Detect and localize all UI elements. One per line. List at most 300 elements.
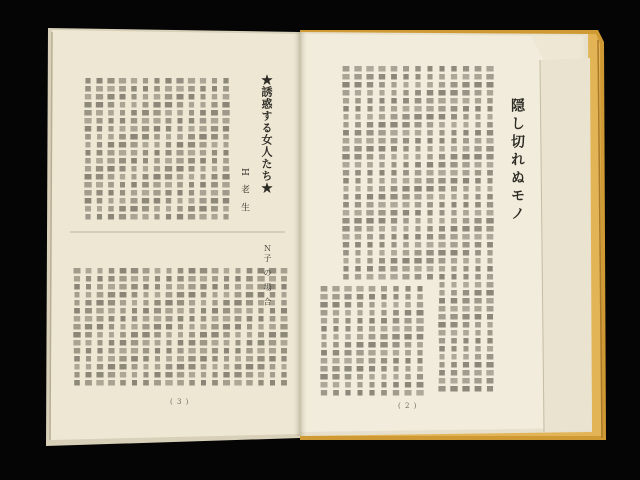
text-glyph [462, 298, 469, 304]
text-glyph [120, 126, 126, 132]
text-glyph [367, 170, 372, 176]
text-glyph [369, 382, 374, 388]
text-glyph [402, 258, 409, 264]
text-glyph [166, 316, 173, 322]
text-glyph [86, 356, 91, 362]
text-glyph [200, 348, 207, 354]
text-glyph [222, 110, 229, 116]
text-glyph [85, 94, 91, 100]
text-glyph [343, 98, 349, 104]
gutter-shadow [292, 32, 308, 436]
text-glyph [86, 340, 92, 346]
text-glyph [235, 316, 242, 322]
text-glyph [391, 170, 396, 176]
text-glyph [119, 134, 126, 140]
text-glyph [439, 298, 445, 304]
text-glyph [154, 150, 159, 156]
text-glyph [417, 366, 422, 372]
inserted-sheet [540, 58, 592, 432]
text-glyph [155, 340, 161, 346]
text-glyph [393, 374, 398, 380]
text-glyph [391, 74, 397, 80]
text-glyph [451, 178, 458, 184]
text-glyph [200, 86, 205, 92]
text-glyph [97, 284, 103, 290]
text-glyph [342, 234, 349, 240]
text-glyph [451, 226, 458, 232]
text-glyph [97, 364, 103, 370]
text-glyph [369, 286, 376, 292]
text-glyph [415, 66, 420, 72]
text-glyph [486, 66, 493, 72]
text-glyph [108, 134, 114, 140]
text-glyph [120, 102, 125, 108]
text-glyph [474, 306, 481, 312]
text-glyph [154, 94, 161, 100]
text-glyph [487, 106, 492, 112]
text-glyph [403, 226, 408, 232]
text-glyph [345, 390, 350, 396]
text-glyph [417, 302, 423, 308]
text-glyph [427, 226, 432, 232]
text-glyph [97, 332, 103, 338]
text-glyph [463, 290, 469, 296]
text-glyph [224, 340, 230, 346]
text-glyph [369, 326, 375, 332]
text-glyph [403, 66, 409, 72]
text-glyph [355, 186, 360, 192]
text-glyph [142, 142, 148, 148]
text-glyph [403, 138, 409, 144]
text-glyph [188, 126, 194, 132]
text-glyph [130, 142, 137, 148]
left-author: H 老 生 [239, 168, 249, 215]
text-glyph [427, 234, 433, 240]
text-glyph [405, 302, 411, 308]
text-glyph [355, 242, 361, 248]
text-glyph [143, 94, 148, 100]
text-glyph [85, 198, 92, 204]
text-glyph [405, 294, 410, 300]
text-glyph [177, 142, 183, 148]
text-glyph [463, 66, 469, 72]
text-glyph [439, 186, 446, 192]
text-glyph [223, 134, 229, 140]
text-glyph [427, 154, 433, 160]
text-glyph [343, 202, 349, 208]
text-glyph [143, 284, 148, 290]
text-glyph [281, 268, 288, 274]
text-glyph [463, 202, 468, 208]
text-glyph [392, 326, 399, 332]
text-glyph [404, 318, 411, 324]
text-glyph [108, 214, 114, 220]
text-glyph [343, 114, 348, 120]
text-glyph [367, 266, 373, 272]
text-glyph [154, 214, 159, 220]
text-glyph [403, 234, 408, 240]
text-glyph [403, 74, 408, 80]
text-glyph [74, 276, 80, 282]
text-glyph [281, 316, 288, 322]
text-glyph [381, 366, 386, 372]
text-glyph [142, 102, 148, 108]
text-glyph [223, 94, 230, 100]
text-glyph [270, 316, 276, 322]
text-glyph [96, 308, 103, 314]
text-glyph [246, 364, 253, 370]
text-glyph [281, 340, 288, 346]
text-glyph [391, 178, 397, 184]
text-glyph [357, 318, 362, 324]
text-glyph [155, 292, 161, 298]
text-glyph [451, 194, 456, 200]
text-glyph [96, 102, 103, 108]
text-glyph [270, 364, 276, 370]
text-glyph [86, 276, 91, 282]
text-glyph [427, 74, 432, 80]
text-glyph [223, 78, 228, 84]
text-glyph [281, 380, 287, 386]
text-glyph [381, 302, 386, 308]
text-glyph [393, 366, 398, 372]
text-glyph [391, 66, 398, 72]
text-glyph [108, 292, 115, 298]
text-glyph [246, 356, 253, 362]
text-glyph [142, 324, 149, 330]
text-glyph [356, 286, 363, 292]
text-glyph [427, 202, 433, 208]
text-glyph [486, 226, 493, 232]
text-glyph [120, 316, 125, 322]
text-glyph [321, 350, 327, 356]
text-glyph [463, 186, 468, 192]
text-glyph [391, 154, 396, 160]
text-glyph [379, 114, 385, 120]
text-glyph [235, 292, 242, 298]
text-glyph [390, 122, 397, 128]
text-glyph [379, 186, 385, 192]
text-glyph [343, 266, 348, 272]
text-glyph [381, 294, 386, 300]
text-glyph [120, 94, 126, 100]
text-glyph [246, 292, 253, 298]
text-glyph [132, 292, 138, 298]
text-glyph [439, 130, 444, 136]
text-glyph [475, 338, 480, 344]
text-glyph [154, 134, 160, 140]
text-glyph [417, 286, 422, 292]
text-glyph [85, 214, 90, 220]
text-glyph [320, 294, 327, 300]
text-glyph [189, 340, 196, 346]
text-glyph [131, 78, 137, 84]
text-glyph [439, 258, 446, 264]
text-glyph [381, 286, 387, 292]
text-glyph [177, 206, 183, 212]
text-glyph [131, 158, 137, 164]
text-glyph [463, 250, 469, 256]
text-glyph [120, 292, 127, 298]
text-glyph [269, 332, 276, 338]
text-glyph [427, 242, 434, 248]
text-glyph [367, 242, 372, 248]
text-glyph [212, 78, 217, 84]
text-glyph [475, 274, 481, 280]
text-glyph [74, 316, 81, 322]
text-glyph [355, 250, 360, 256]
text-glyph [224, 348, 229, 354]
left-heading: ★誘惑する女人たち★ [260, 74, 273, 194]
text-glyph [357, 302, 363, 308]
text-glyph [367, 202, 374, 208]
text-glyph [109, 324, 114, 330]
text-glyph [475, 122, 480, 128]
text-glyph [321, 318, 327, 324]
text-glyph [378, 274, 385, 280]
text-glyph [212, 94, 217, 100]
text-glyph [131, 182, 137, 188]
text-glyph [199, 198, 206, 204]
text-glyph [120, 308, 125, 314]
text-glyph [223, 142, 228, 148]
text-glyph [439, 114, 446, 120]
text-glyph [405, 286, 410, 292]
text-glyph [332, 374, 339, 380]
text-glyph [451, 338, 457, 344]
text-glyph [178, 332, 183, 338]
text-glyph [462, 234, 469, 240]
text-glyph [345, 382, 351, 388]
text-glyph [224, 356, 229, 362]
text-glyph [487, 258, 492, 264]
text-glyph [97, 340, 102, 346]
text-glyph [177, 308, 184, 314]
text-glyph [246, 300, 253, 306]
text-glyph [177, 364, 184, 370]
text-glyph [438, 98, 445, 104]
text-glyph [108, 174, 115, 180]
text-glyph [188, 214, 195, 220]
text-glyph [177, 348, 183, 354]
text-glyph [402, 202, 409, 208]
text-glyph [438, 386, 445, 392]
text-glyph [178, 268, 184, 274]
text-glyph [381, 350, 388, 356]
text-glyph [120, 110, 125, 116]
text-glyph [154, 308, 161, 314]
text-glyph [462, 90, 469, 96]
text-glyph [355, 266, 360, 272]
text-glyph [379, 82, 385, 88]
text-glyph [451, 82, 458, 88]
text-glyph [451, 354, 456, 360]
text-glyph [439, 154, 445, 160]
text-glyph [223, 380, 230, 386]
text-glyph [85, 134, 91, 140]
text-glyph [475, 362, 482, 368]
text-glyph [120, 300, 126, 306]
text-glyph [451, 370, 457, 376]
text-glyph [132, 300, 137, 306]
text-glyph [343, 162, 350, 168]
text-glyph [96, 380, 103, 386]
text-glyph [463, 98, 470, 104]
text-glyph [107, 94, 114, 100]
text-glyph [84, 110, 91, 116]
text-glyph [378, 130, 385, 136]
text-glyph [189, 372, 195, 378]
text-glyph [355, 170, 361, 176]
text-glyph [130, 134, 137, 140]
text-glyph [487, 162, 494, 168]
text-glyph [367, 234, 373, 240]
text-glyph [391, 250, 397, 256]
text-glyph [120, 268, 127, 274]
text-glyph [321, 310, 328, 316]
text-glyph [176, 86, 183, 92]
text-glyph [451, 130, 456, 136]
text-glyph [475, 210, 481, 216]
text-glyph [357, 390, 362, 396]
text-glyph [119, 166, 125, 172]
text-glyph [427, 138, 432, 144]
text-glyph [486, 154, 493, 160]
text-glyph [142, 126, 149, 132]
text-glyph [165, 78, 171, 84]
text-glyph [212, 372, 217, 378]
text-glyph [486, 146, 493, 152]
text-glyph [393, 390, 399, 396]
text-glyph [200, 174, 205, 180]
text-glyph [414, 250, 421, 256]
text-glyph [487, 202, 493, 208]
text-glyph [487, 114, 492, 120]
text-glyph [343, 170, 349, 176]
text-glyph [211, 126, 218, 132]
text-glyph [463, 122, 468, 128]
text-glyph [320, 382, 327, 388]
text-glyph [439, 282, 444, 288]
text-glyph [257, 348, 264, 354]
text-glyph [391, 242, 396, 248]
text-glyph [166, 118, 172, 124]
text-glyph [487, 274, 493, 280]
text-glyph [367, 250, 372, 256]
text-glyph [487, 98, 493, 104]
left-section-title: Ｎ子 の 場 合 [263, 244, 272, 308]
text-glyph [463, 74, 470, 80]
text-glyph [343, 130, 349, 136]
text-glyph [200, 94, 205, 100]
text-glyph [73, 340, 80, 346]
text-glyph [379, 226, 385, 232]
text-glyph [223, 166, 230, 172]
text-glyph [342, 154, 349, 160]
text-glyph [486, 370, 493, 376]
text-glyph [281, 372, 286, 378]
text-glyph [166, 332, 171, 338]
text-glyph [258, 340, 265, 346]
text-glyph [235, 324, 241, 330]
text-glyph [405, 366, 410, 372]
text-glyph [474, 154, 481, 160]
text-glyph [487, 122, 493, 128]
text-glyph [212, 340, 219, 346]
text-glyph [344, 350, 351, 356]
text-glyph [200, 110, 206, 116]
text-glyph [355, 82, 362, 88]
text-glyph [427, 130, 433, 136]
text-glyph [475, 242, 482, 248]
text-glyph [120, 372, 126, 378]
text-glyph [475, 346, 480, 352]
text-glyph [142, 198, 149, 204]
text-glyph [270, 308, 275, 314]
text-glyph [463, 258, 469, 264]
text-glyph [320, 302, 327, 308]
text-glyph [224, 284, 229, 290]
text-glyph [143, 364, 148, 370]
text-glyph [189, 166, 195, 172]
text-glyph [474, 74, 481, 80]
text-glyph [343, 122, 348, 128]
text-glyph [131, 150, 138, 156]
text-glyph [415, 162, 421, 168]
text-glyph [177, 356, 184, 362]
text-glyph [332, 286, 339, 292]
text-glyph [199, 214, 206, 220]
text-glyph [379, 162, 384, 168]
text-glyph [414, 266, 421, 272]
text-glyph [85, 78, 90, 84]
text-glyph [96, 94, 103, 100]
text-glyph [475, 138, 482, 144]
text-glyph [438, 322, 445, 328]
text-glyph [475, 170, 481, 176]
text-glyph [188, 150, 195, 156]
text-glyph [211, 174, 217, 180]
text-glyph [381, 310, 386, 316]
text-glyph [426, 114, 433, 120]
text-glyph [131, 276, 138, 282]
text-glyph [474, 370, 481, 376]
text-glyph [143, 340, 150, 346]
text-glyph [177, 134, 183, 140]
text-glyph [131, 118, 137, 124]
text-glyph [404, 334, 411, 340]
text-glyph [235, 284, 241, 290]
text-glyph [391, 138, 398, 144]
text-glyph [486, 82, 493, 88]
text-glyph [143, 348, 149, 354]
text-glyph [451, 290, 457, 296]
text-glyph [474, 226, 481, 232]
text-glyph [475, 90, 482, 96]
text-glyph [166, 214, 171, 220]
text-glyph [462, 242, 469, 248]
text-glyph [439, 122, 445, 128]
text-glyph [74, 372, 79, 378]
text-glyph [391, 82, 396, 88]
text-glyph [131, 190, 137, 196]
text-glyph [321, 342, 326, 348]
text-glyph [108, 356, 115, 362]
text-glyph [281, 276, 287, 282]
text-glyph [153, 174, 160, 180]
text-glyph [378, 202, 385, 208]
text-glyph [487, 386, 493, 392]
